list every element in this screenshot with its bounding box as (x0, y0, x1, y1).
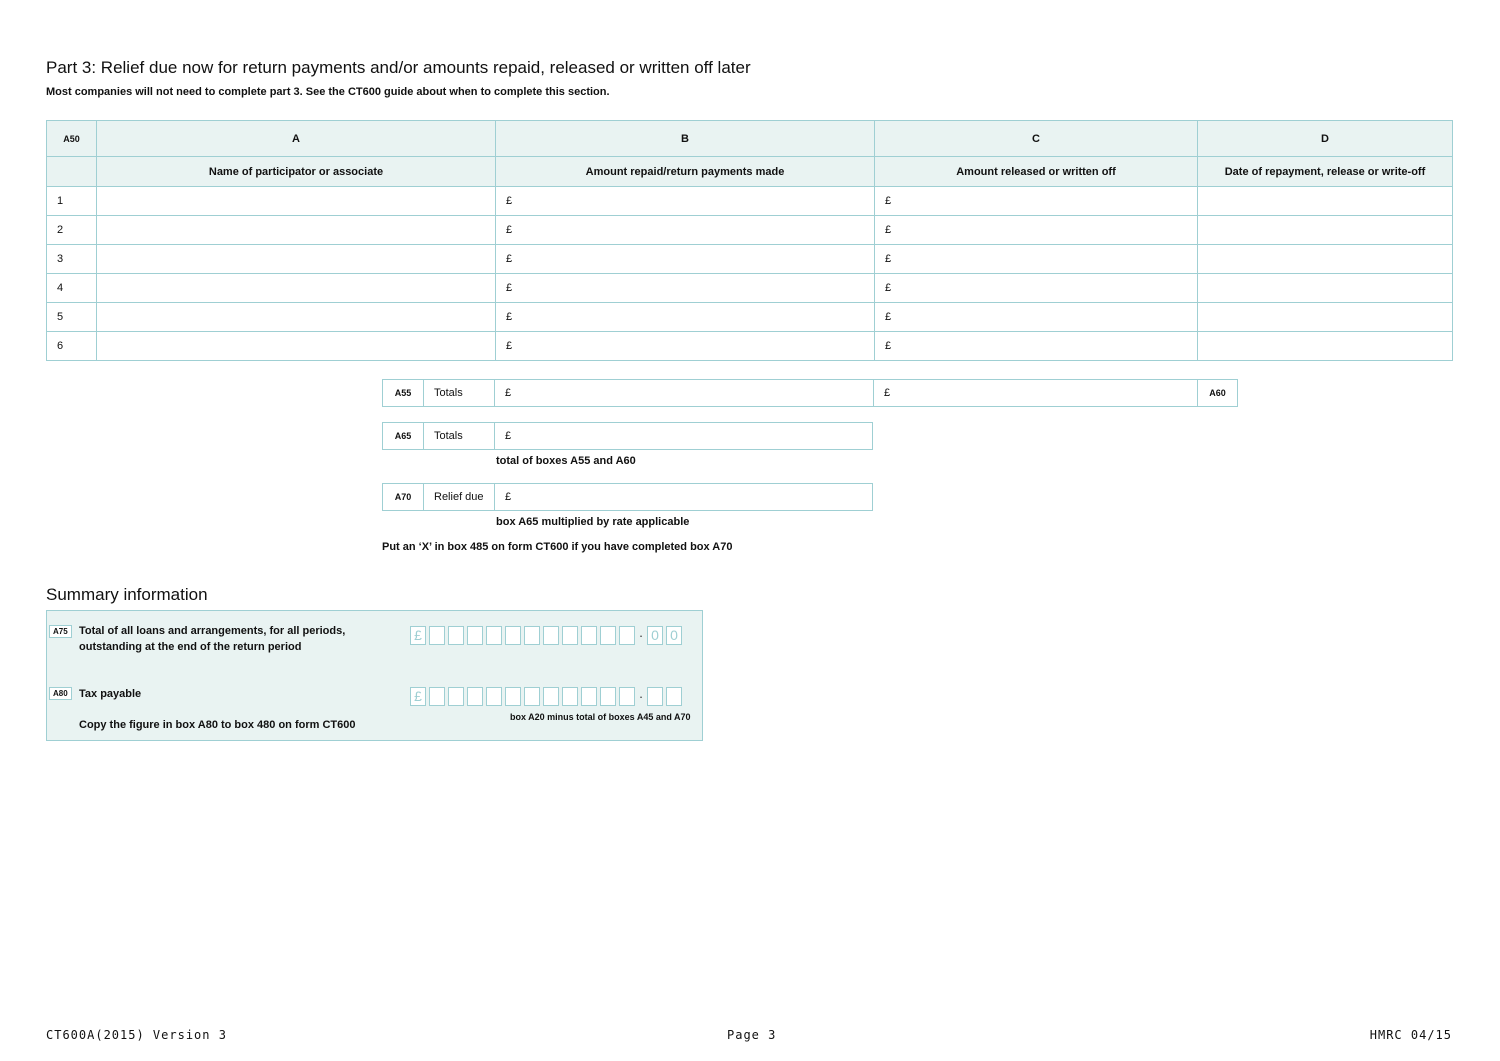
table-row (47, 216, 1453, 245)
total-released-field[interactable]: £ (873, 379, 1198, 407)
box-ref-a80: A80 (49, 687, 72, 700)
header-date: Date of repayment, release or write-off (1198, 157, 1453, 187)
digit-cell[interactable] (524, 626, 540, 645)
decimal-point: · (638, 628, 644, 643)
participator-name-field[interactable] (97, 274, 496, 303)
box-ref-a75: A75 (49, 625, 72, 638)
tax-payable-label: Tax payable (79, 688, 142, 700)
relief-due-field[interactable]: £ (494, 483, 873, 511)
date-field[interactable] (1198, 303, 1453, 332)
participator-name-field[interactable] (97, 187, 496, 216)
row-number: 1 (47, 187, 97, 216)
footer-form-version: CT600A(2015) Version 3 (46, 1028, 227, 1042)
table-row (47, 303, 1453, 332)
digit-cell[interactable] (486, 687, 502, 706)
digit-cell[interactable] (486, 626, 502, 645)
totals-a65-label: Totals (423, 422, 495, 450)
a75-label-line1: Total of all loans and arrangements, for all periods, (79, 625, 346, 637)
digit-cell[interactable] (619, 626, 635, 645)
relief-due-label: Relief due (423, 483, 495, 511)
digit-cell[interactable] (505, 626, 521, 645)
box-ref-a50: A50 (47, 121, 97, 157)
summary-panel (46, 610, 703, 741)
a75-label (79, 623, 345, 655)
box-ref-a55: A55 (382, 379, 424, 407)
digit-cell[interactable] (543, 687, 559, 706)
digit-cell[interactable] (562, 687, 578, 706)
amount-repaid-field[interactable]: £ (496, 216, 875, 245)
a70-note: box A65 multiplied by rate applicable (496, 516, 690, 528)
row-number: 6 (47, 332, 97, 361)
table-letter-row (47, 121, 1453, 157)
table-row (47, 332, 1453, 361)
box-ref-a65: A65 (382, 422, 424, 450)
pence-cell[interactable] (666, 687, 682, 706)
digit-cell[interactable] (600, 626, 616, 645)
col-letter-c: C (875, 121, 1198, 157)
box-485-instruction: Put an ‘X’ in box 485 on form CT600 if you have completed box A70 (382, 541, 733, 553)
header-blank (47, 157, 97, 187)
amount-released-field[interactable]: £ (875, 187, 1198, 216)
tax-payable-field[interactable] (410, 687, 685, 706)
participators-table (46, 120, 1453, 361)
digit-cell[interactable] (581, 687, 597, 706)
a80-copy-note: Copy the figure in box A80 to box 480 on form CT600 (79, 719, 356, 731)
date-field[interactable] (1198, 274, 1453, 303)
amount-released-field[interactable]: £ (875, 274, 1198, 303)
table-header-row (47, 157, 1453, 187)
box-ref-a70: A70 (382, 483, 424, 511)
digit-cell[interactable] (543, 626, 559, 645)
amount-repaid-field[interactable]: £ (496, 274, 875, 303)
header-name: Name of participator or associate (97, 157, 496, 187)
digit-cell[interactable] (429, 626, 445, 645)
digit-cell[interactable] (448, 687, 464, 706)
footer-page-number: Page 3 (727, 1028, 777, 1042)
table-row (47, 187, 1453, 216)
date-field[interactable] (1198, 245, 1453, 274)
currency-cell: £ (410, 687, 426, 706)
pence-cell[interactable]: 0 (666, 626, 682, 645)
a80-calc-note: box A20 minus total of boxes A45 and A70 (510, 712, 691, 722)
summary-title: Summary information (46, 585, 208, 604)
amount-released-field[interactable]: £ (875, 216, 1198, 245)
row-number: 3 (47, 245, 97, 274)
row-number: 4 (47, 274, 97, 303)
col-letter-b: B (496, 121, 875, 157)
footer-hmrc-date: HMRC 04/15 (1369, 1028, 1452, 1042)
pence-cell[interactable]: 0 (647, 626, 663, 645)
total-repaid-field[interactable]: £ (494, 379, 874, 407)
digit-cell[interactable] (505, 687, 521, 706)
decimal-point: · (638, 689, 644, 704)
amount-released-field[interactable]: £ (875, 303, 1198, 332)
digit-cell[interactable] (467, 687, 483, 706)
participator-name-field[interactable] (97, 245, 496, 274)
amount-repaid-field[interactable]: £ (496, 303, 875, 332)
col-letter-a: A (97, 121, 496, 157)
date-field[interactable] (1198, 332, 1453, 361)
a75-amount-field[interactable] (410, 626, 685, 645)
amount-repaid-field[interactable]: £ (496, 187, 875, 216)
digit-cell[interactable] (600, 687, 616, 706)
box-ref-a60: A60 (1197, 379, 1238, 407)
header-amount-repaid: Amount repaid/return payments made (496, 157, 875, 187)
a65-note: total of boxes A55 and A60 (496, 455, 636, 467)
pence-cell[interactable] (647, 687, 663, 706)
amount-repaid-field[interactable]: £ (496, 245, 875, 274)
totals-label: Totals (423, 379, 495, 407)
row-number: 5 (47, 303, 97, 332)
participator-name-field[interactable] (97, 332, 496, 361)
date-field[interactable] (1198, 187, 1453, 216)
digit-cell[interactable] (524, 687, 540, 706)
participator-name-field[interactable] (97, 303, 496, 332)
a65-total-field[interactable]: £ (494, 422, 873, 450)
digit-cell[interactable] (429, 687, 445, 706)
a75-label-line2: outstanding at the end of the return period (79, 641, 302, 653)
amount-repaid-field[interactable]: £ (496, 332, 875, 361)
row-number: 2 (47, 216, 97, 245)
table-row (47, 274, 1453, 303)
part3-subtitle: Most companies will not need to complete part 3. See the CT600 guide about when to complete this section. (46, 86, 610, 98)
amount-released-field[interactable]: £ (875, 245, 1198, 274)
table-row (47, 245, 1453, 274)
col-letter-d: D (1198, 121, 1453, 157)
digit-cell[interactable] (467, 626, 483, 645)
digit-cell[interactable] (562, 626, 578, 645)
part3-title: Part 3: Relief due now for return payments and/or amounts repaid, released or written off later (46, 58, 751, 77)
digit-cell[interactable] (448, 626, 464, 645)
participator-name-field[interactable] (97, 216, 496, 245)
currency-cell: £ (410, 626, 426, 645)
header-amount-released: Amount released or written off (875, 157, 1198, 187)
digit-cell[interactable] (581, 626, 597, 645)
digit-cell[interactable] (619, 687, 635, 706)
date-field[interactable] (1198, 216, 1453, 245)
amount-released-field[interactable]: £ (875, 332, 1198, 361)
